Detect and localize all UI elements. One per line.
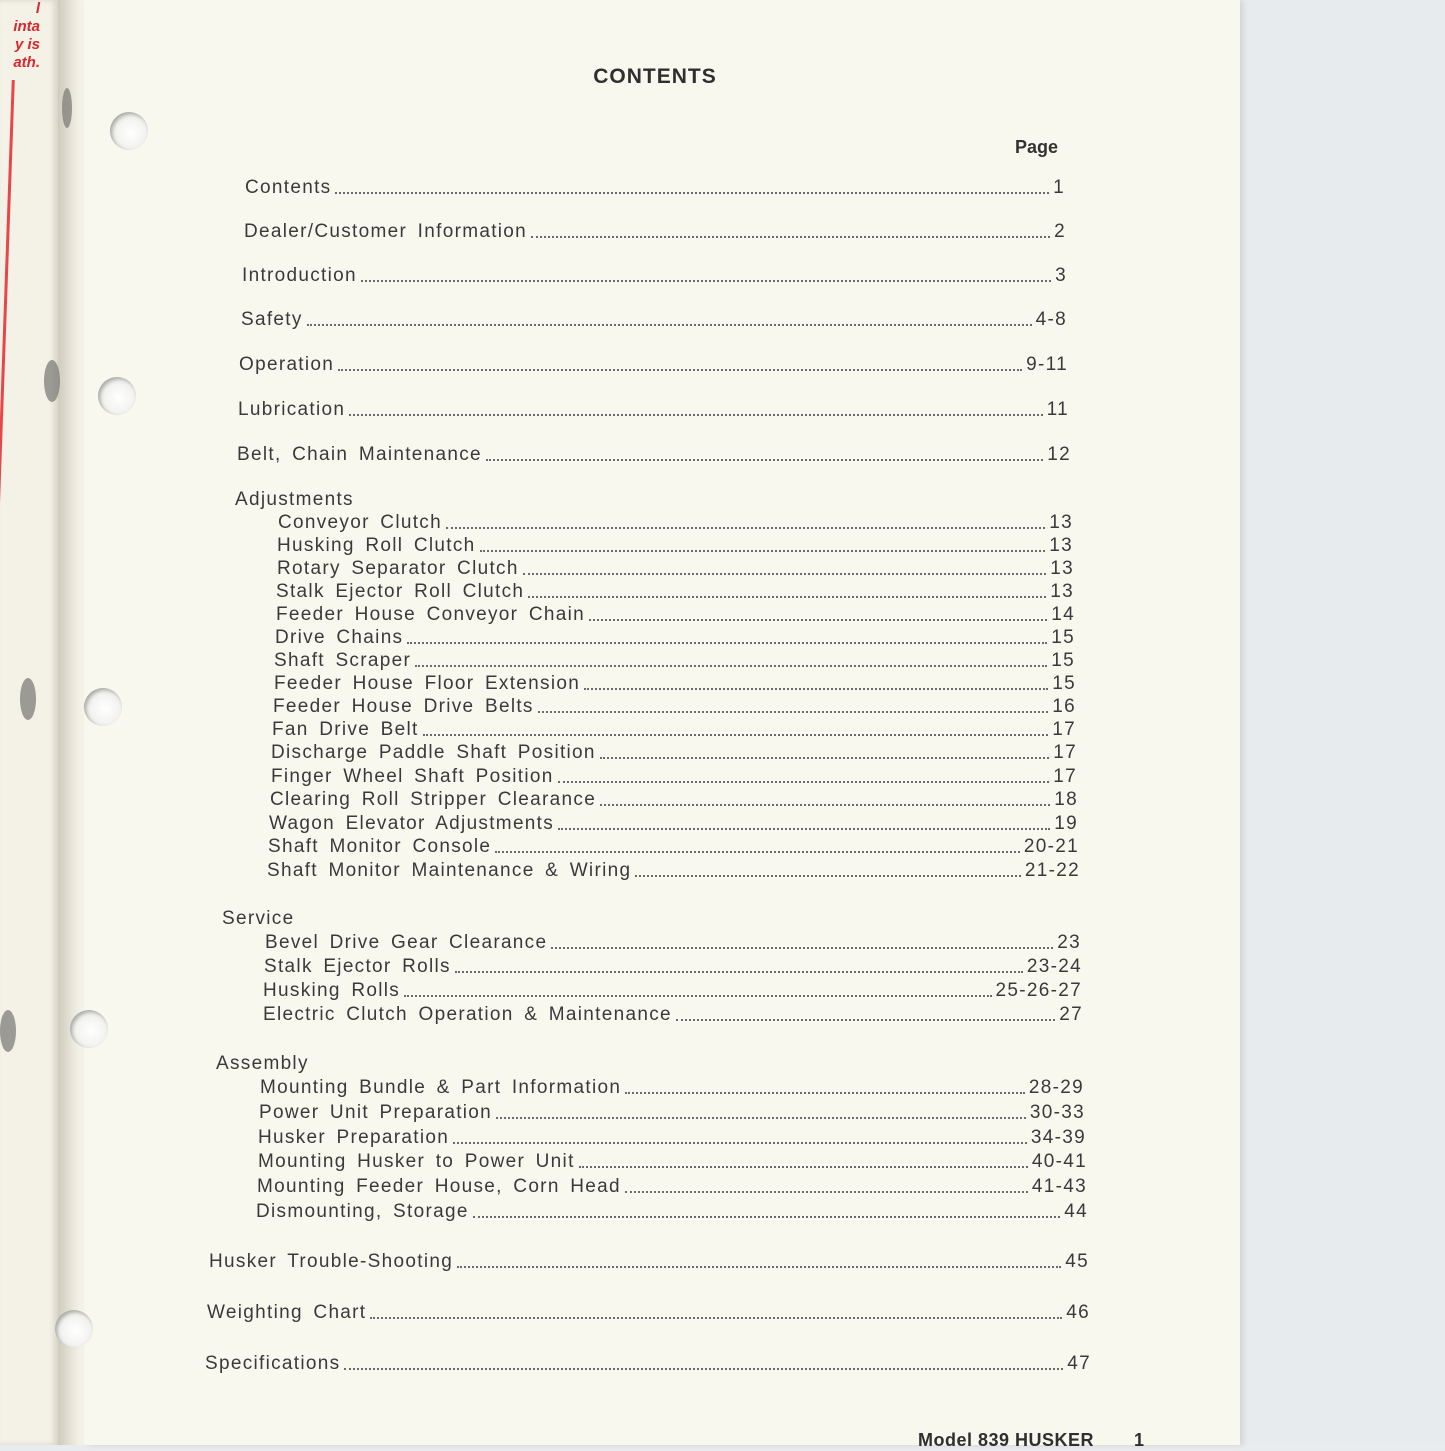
toc-entry: Introduction 3 xyxy=(242,265,1067,286)
toc-subentry: Mounting Husker to Power Unit 40-41 xyxy=(258,1151,1087,1172)
section-heading-adjustments: Adjustments xyxy=(235,489,354,510)
footer-page-number: 1 xyxy=(1134,1430,1145,1450)
toc-subentry: Stalk Ejector Roll Clutch 13 xyxy=(276,581,1074,602)
toc-subentry: Fan Drive Belt 17 xyxy=(272,719,1076,740)
page-title: CONTENTS xyxy=(593,65,717,88)
toc-subentry: Shaft Monitor Maintenance & Wiring 21-22 xyxy=(267,860,1080,881)
page-column-header: Page xyxy=(1015,137,1059,157)
toc-subentry: Clearing Roll Stripper Clearance 18 xyxy=(270,789,1078,810)
toc-entry: Belt, Chain Maintenance 12 xyxy=(237,444,1071,465)
background xyxy=(1240,0,1445,1445)
toc-subentry: Shaft Scraper 15 xyxy=(274,650,1075,671)
red-margin-rule xyxy=(0,80,15,640)
binder-hole xyxy=(84,688,122,726)
toc-subentry: Drive Chains 15 xyxy=(275,627,1075,648)
binder-hole xyxy=(55,1310,93,1348)
binder-hole xyxy=(110,112,148,150)
toc-entry: Contents 1 xyxy=(245,177,1065,198)
toc-subentry: Feeder House Drive Belts 16 xyxy=(273,696,1076,717)
binder-hole-shadow xyxy=(44,360,60,402)
toc-subentry: Feeder House Conveyor Chain 14 xyxy=(276,604,1075,625)
footer-model: Model 839 HUSKER xyxy=(918,1430,1095,1450)
binder-hole-shadow xyxy=(62,88,72,128)
toc-subentry: Mounting Feeder House, Corn Head 41-43 xyxy=(257,1176,1087,1197)
toc-entry: Safety 4-8 xyxy=(241,309,1067,330)
toc-subentry: Mounting Bundle & Part Information 28-29 xyxy=(260,1077,1084,1098)
binder-hole xyxy=(98,377,136,415)
toc-subentry: Stalk Ejector Rolls 23-24 xyxy=(264,956,1082,977)
section-heading-assembly: Assembly xyxy=(216,1053,309,1074)
left-page-red-text: l inta y is ath. xyxy=(13,0,40,71)
page-footer xyxy=(918,1430,1145,1451)
toc-subentry: Electric Clutch Operation & Maintenance 27 xyxy=(263,1004,1083,1025)
toc-subentry: Feeder House Floor Extension 15 xyxy=(274,673,1076,694)
toc-subentry: Dismounting, Storage 44 xyxy=(256,1201,1088,1222)
binder-hole xyxy=(70,1010,108,1048)
toc-subentry: Power Unit Preparation 30-33 xyxy=(259,1102,1085,1123)
toc-entry: Weighting Chart 46 xyxy=(207,1302,1090,1323)
binder-hole-shadow xyxy=(20,678,36,720)
toc-subentry: Husking Rolls 25-26-27 xyxy=(263,980,1082,1001)
toc-subentry: Husker Preparation 34-39 xyxy=(258,1127,1086,1148)
section-heading-service: Service xyxy=(222,908,295,929)
toc-subentry: Wagon Elevator Adjustments 19 xyxy=(269,813,1078,834)
toc-subentry: Husking Roll Clutch 13 xyxy=(277,535,1073,556)
toc-subentry: Bevel Drive Gear Clearance 23 xyxy=(265,932,1081,953)
toc-subentry: Discharge Paddle Shaft Position 17 xyxy=(271,742,1077,763)
toc-subentry: Conveyor Clutch 13 xyxy=(278,512,1073,533)
binder-hole-shadow xyxy=(0,1010,16,1052)
left-page-edge xyxy=(0,0,58,1445)
toc-subentry: Finger Wheel Shaft Position 17 xyxy=(271,766,1077,787)
toc-subentry: Shaft Monitor Console 20-21 xyxy=(268,836,1079,857)
toc-entry: Husker Trouble-Shooting 45 xyxy=(209,1251,1089,1272)
toc-entry: Operation 9-11 xyxy=(239,354,1068,375)
toc-entry: Dealer/Customer Information 2 xyxy=(244,221,1066,242)
toc-entry: Lubrication 11 xyxy=(238,399,1069,420)
toc-entry: Specifications 47 xyxy=(205,1353,1091,1374)
toc-subentry: Rotary Separator Clutch 13 xyxy=(277,558,1074,579)
